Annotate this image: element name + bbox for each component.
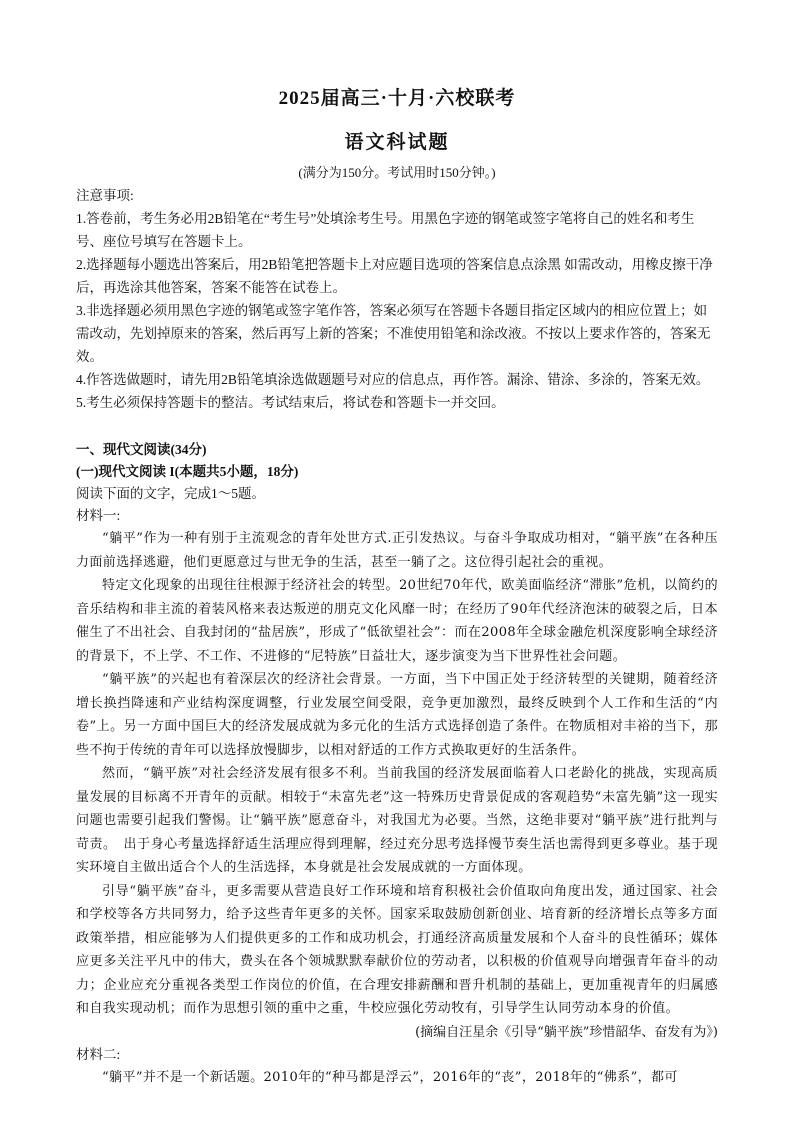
reading-instruction: 阅读下面的文字，完成1～5题。 — [76, 486, 265, 501]
sub-section-heading: (一)现代文阅读 I(本题共5小题，18分) — [76, 464, 299, 479]
material-two-text — [76, 1066, 718, 1090]
paragraph: 引导“躺平族”奋斗，更多需要从营造良好工作环境和培育积极社会价值取向角度出发，通过国家、社会和学校等各方共同努力，给予这些青年更多的关怀。国家采取鼓励创新创业、培育新的经济增长点等多方面政策举措，相应能够为人们提供更多的工作和成功机会，打通经济高质量发展和个人奋斗的良性循环；媒体应更多关注平凡中的伟大，费头在各个领城默默奉献价位的劳动者，以积极的价值观导向增强青年奋斗的动力；企业应充分重视各类型工作岗位的价值，在合理安排薪酬和晋升机制的基础上，更加重视青年的归属感和自我实现动机；而作为思想引领的重中之重，牛校应强化劳动牧有，引导学生认同劳动本身的价值。 — [76, 883, 718, 1016]
note-item: 2.选择题每小题选出答案后，用2B铅笔把答题卡上对应题目选项的答案信息点涂黑 如需改动，用橡皮擦干净后，再选涂其他答案，答案不能答在试卷上。 — [76, 257, 713, 295]
paragraph: “躺平族”的兴起也有着深层次的经济社会背景。一方面，当下中国正处于经济转型的关键期，随着经济增长换挡降速和产业结构深度调整，行业发展空间受限，竞争更加激烈，最终反映到个人工作和生活的“内卷”上。另一方面中国巨大的经济发展成就为多元化的生活方式选择创造了条件。在物质相对丰裕的当下，那些不拘于传统的青年可以选择放慢脚步，以相对舒适的工作方式换取更好的生活条件。 — [76, 672, 718, 758]
material-label: 材料一: — [76, 508, 121, 523]
paragraph: 然而，“躺平族”对社会经济发展有很多不利。当前我国的经济发展面临着人口老龄化的挑战，实现高质量发展的目标离不开青年的贡献。相较于“未富先老”这一特殊历史背景促成的客观趋势“未富先躺”这一现实问题也需要引起我们警惕。让“躺平族”愿意奋斗，对我国尤为必要。当然，这绝非要对“躺平族”进行批判与苛责。 出于身心考量选择舒适生活理应得到理解，经过充分思考选择慢节奏生活也需得到更多尊业。基于现实环境自主做出适合个人的生活选择，本身就是社会发展成就的一方面体现。 — [76, 766, 718, 875]
exam-notes — [76, 184, 718, 414]
exam-title: 2025届高三·十月·六校联考 — [278, 88, 516, 109]
section-heading: 一、现代文阅读(34分) — [76, 442, 207, 457]
material-one-text — [76, 527, 718, 1021]
note-item: 3.非选择题必须用黑色字迹的钢笔或签字笔作答，答案必须写在答题卡各题目指定区域内的相应位置上；如需改动，先划掉原来的答案，然后再写上新的答案；不准使用铅笔和涂改液。不按以上要求作答的，答案无效。 — [76, 303, 711, 364]
notes-heading: 注意事项: — [76, 188, 134, 203]
note-item: 5.考生必须保持答题卡的整洁。考试结束后，将试卷和答题卡一并交回。 — [76, 395, 505, 410]
material-label: 材料二: — [76, 1047, 121, 1062]
note-item: 1.答卷前，考生务必用2B铅笔在“考生号”处填涂考生号。用黑色字迹的钢笔或签字笔将自己的姓名和考生号、座位号填写在答题卡上。 — [76, 211, 695, 249]
paragraph: “躺平”并不是一个新话题。2010年的“种马都是浮云”，2016年的“丧”，2018年的“佛系”，都可 — [102, 1070, 678, 1085]
paragraph: 特定文化现象的出现往往根源于经济社会的转型。20世纪70年代，欧美面临经济“滞胀”危机，以简约的音乐结构和非主流的着装风格来表达叛逆的朋克文化风靡一时；在经历了90年代经济泡沫的破裂之后，日本催生了不出社会、自我封闭的“盐居族”，形成了“低欲望社会”：而在2008年全球金融危机深度影响全球经济的背景下，不上学、不工作、不进修的“尼特族”日益壮大，逐步演变为当下世界性社会问题。 — [76, 578, 718, 664]
score-note: (满分为150分。考试用时150分钟。) — [298, 165, 496, 180]
note-item: 4.作答选做题时，请先用2B铅笔填涂选做题题号对应的信息点，再作答。漏涂、错涂、多涂的，答案无效。 — [76, 372, 710, 387]
source-citation: (摘编自汪星余《引导“躺平族”珍惜韶华、奋发有为》) — [415, 1024, 718, 1040]
subject-title: 语文科试题 — [344, 132, 450, 153]
paragraph: “躺平”作为一种有别于主流观念的青年处世方式.正引发热议。与奋斗争取成功相对，“躺平族”在各种压力面前选择逃避，他们更愿意过与世无争的生活，甚至一躺了之。这位得引起社会的重视。 — [76, 531, 718, 570]
